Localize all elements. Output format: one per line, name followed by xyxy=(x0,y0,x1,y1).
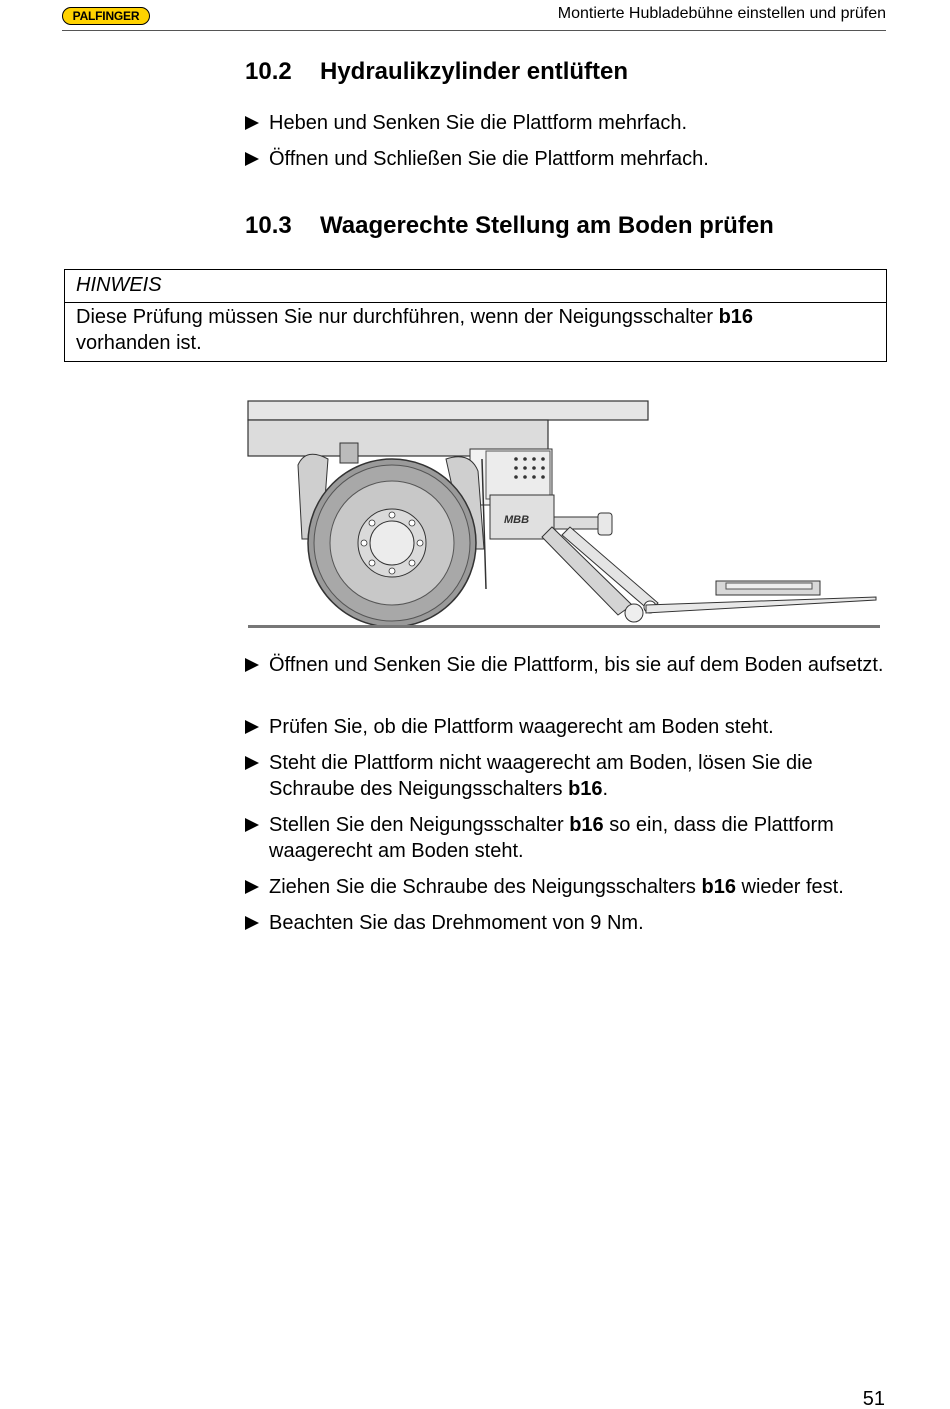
section-title: Waagerechte Stellung am Boden prüfen xyxy=(320,212,774,239)
step-item: Prüfen Sie, ob die Plattform waagerecht am Boden steht. xyxy=(245,714,895,740)
tail-lift-illustration xyxy=(246,399,880,631)
section-number: 10.3 xyxy=(245,212,292,239)
header-title: Montierte Hubladebühne einstellen und prüfen xyxy=(557,5,886,22)
step-item: Öffnen und Schließen Sie die Plattform mehrfach. xyxy=(245,146,895,172)
notice-heading: HINWEIS xyxy=(65,270,886,303)
bullet-arrow-icon xyxy=(245,756,259,770)
section-heading-10-2 xyxy=(245,58,628,86)
bullet-arrow-icon xyxy=(245,818,259,832)
bullet-arrow-icon xyxy=(245,916,259,930)
step-item: Steht die Plattform nicht waagerecht am Boden, lösen Sie die Schraube des Neigungsschalters b16. xyxy=(245,750,895,802)
step-item: Öffnen und Senken Sie die Plattform, bis sie auf dem Boden aufsetzt. xyxy=(245,652,895,678)
bullet-arrow-icon xyxy=(245,152,259,166)
page-header xyxy=(62,0,886,31)
step-item: Beachten Sie das Drehmoment von 9 Nm. xyxy=(245,910,895,936)
section-title: Hydraulikzylinder entlüften xyxy=(320,58,629,85)
bullet-arrow-icon xyxy=(245,658,259,672)
step-item: Stellen Sie den Neigungsschalter b16 so ein, dass die Plattform waagerecht am Boden steht. xyxy=(245,812,895,864)
bullet-arrow-icon xyxy=(245,880,259,894)
notice-box xyxy=(64,269,887,362)
palfinger-logo: PALFINGER xyxy=(62,7,150,25)
notice-text: Diese Prüfung müssen Sie nur durchführen, wenn der Neigungsschalter b16 vorhanden ist. xyxy=(76,306,754,354)
bullet-arrow-icon xyxy=(245,116,259,130)
step-item: Ziehen Sie die Schraube des Neigungsschalters b16 wieder fest. xyxy=(245,874,895,900)
step-item: Heben und Senken Sie die Plattform mehrfach. xyxy=(245,110,895,136)
section-heading-10-3 xyxy=(245,212,774,240)
page-number: 51 xyxy=(862,1388,885,1409)
section-number: 10.2 xyxy=(245,58,292,85)
mbb-label: MBB xyxy=(504,514,530,526)
bullet-arrow-icon xyxy=(245,720,259,734)
